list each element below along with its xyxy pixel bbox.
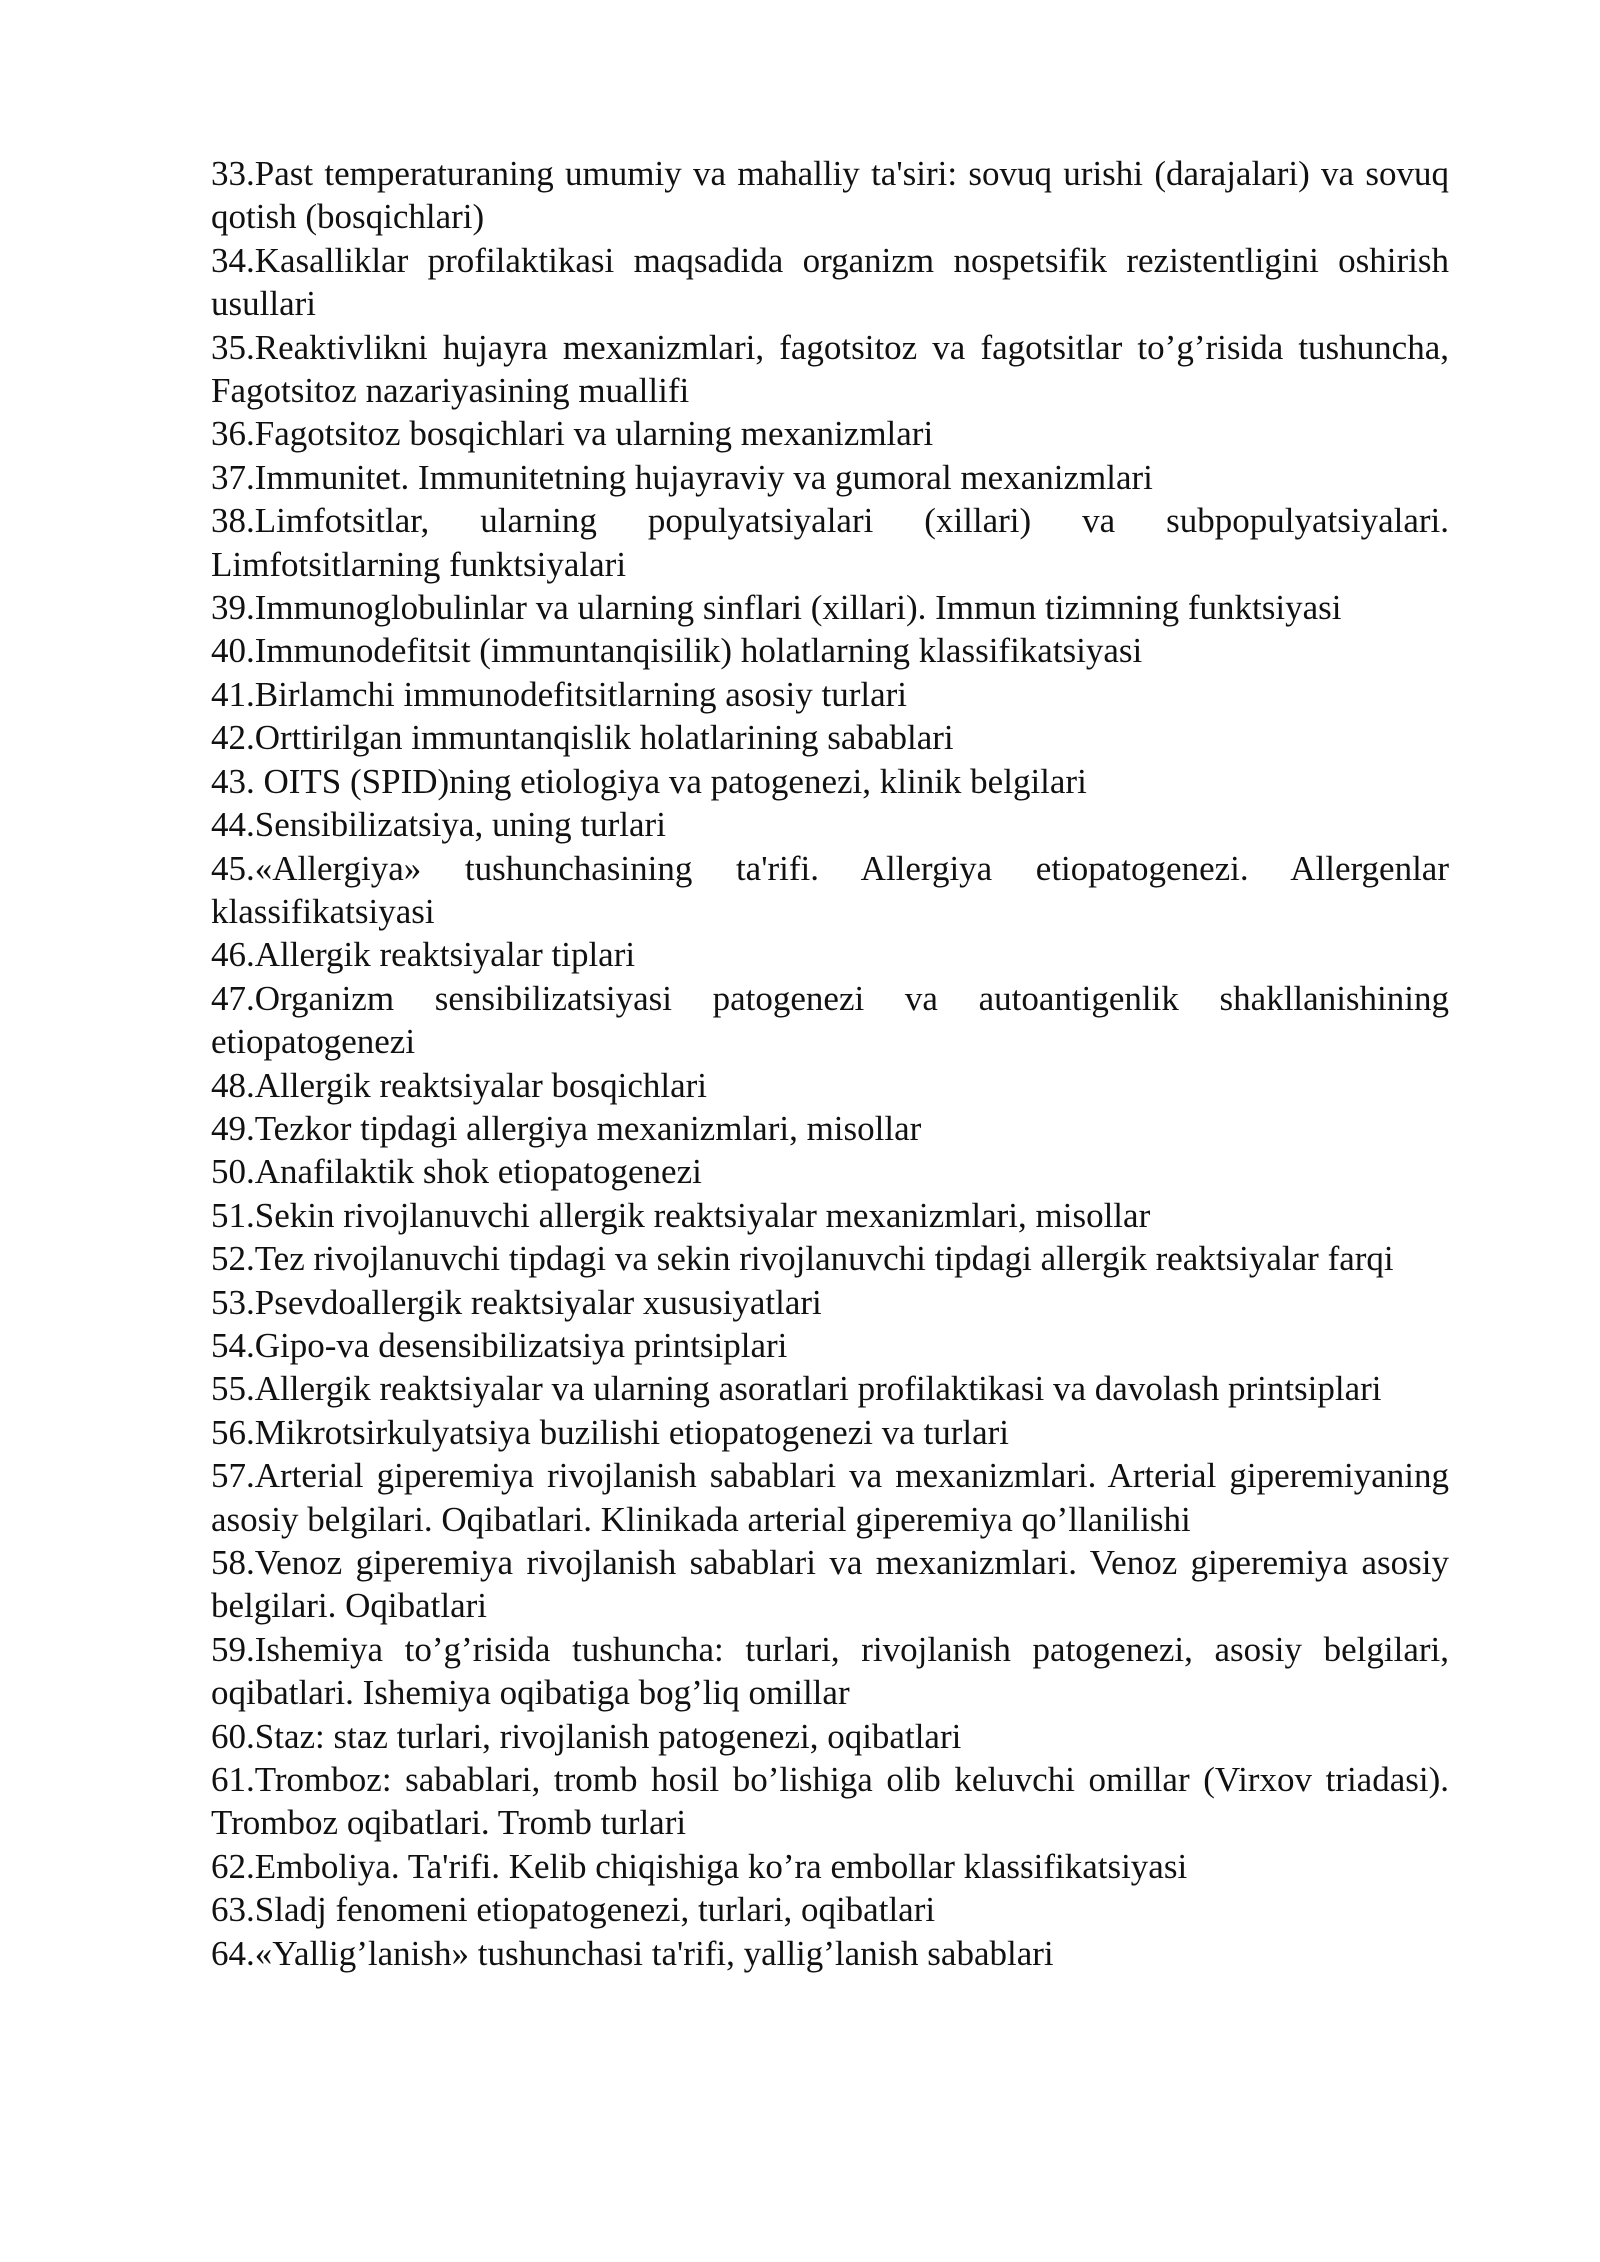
list-item: 51.Sekin rivojlanuvchi allergik reaktsiyalar mexanizmlari, misollar (211, 1195, 1151, 1235)
list-item: 64.«Yallig’lanish» tushunchasi ta'rifi, yallig’lanish sabablari (211, 1933, 1054, 1973)
list-item: 44.Sensibilizatsiya, uning turlari (211, 805, 666, 845)
list-item: 62.Emboliya. Ta'rifi. Kelib chiqishiga ko’ra embollar klassifikatsiyasi (211, 1846, 1188, 1886)
list-item: 47.Organizm sensibilizatsiyasi patogenezi va autoantigenlik shakllanishining etiopatogenezi (211, 978, 1449, 1062)
list-item: 46.Allergik reaktsiyalar tiplari (211, 935, 636, 975)
list-item: 55.Allergik reaktsiyalar va ularning asoratlari profilaktikasi va davolash printsiplari (211, 1369, 1382, 1409)
list-item: 56.Mikrotsirkulyatsiya buzilishi etiopatogenezi va turlari (211, 1412, 1010, 1452)
list-item: 42.Orttirilgan immuntanqislik holatlarining sabablari (211, 718, 954, 758)
list-item: 60.Staz: staz turlari, rivojlanish patogenezi, oqibatlari (211, 1716, 962, 1756)
list-item: 43. OITS (SPID)ning etiologiya va patogenezi, klinik belgilari (211, 761, 1087, 801)
list-item: 48.Allergik reaktsiyalar bosqichlari (211, 1065, 708, 1105)
list-item: 41.Birlamchi immunodefitsitlarning asosiy turlari (211, 674, 908, 714)
list-item: 58.Venoz giperemiya rivojlanish sabablari va mexanizmlari. Venoz giperemiya asosiy belgilari. Oqibatlari (211, 1543, 1449, 1626)
document-page (211, 152, 1449, 1975)
list-item: 38.Limfotsitlar, ularning populyatsiyalari (xillari) va subpopulyatsiyalari. Limfotsitlarning funktsiyalari (211, 501, 1449, 584)
list-item: 63.Sladj fenomeni etiopatogenezi, turlari, oqibatlari (211, 1890, 936, 1930)
question-list (211, 152, 1449, 1975)
list-item: 49.Tezkor tipdagi allergiya mexanizmlari, misollar (211, 1108, 922, 1148)
list-item: 50.Anafilaktik shok etiopatogenezi (211, 1152, 702, 1192)
list-item: 61.Tromboz: sabablari, tromb hosil bo’lishiga olib keluvchi omillar (Virxov triadasi). Tromboz oqibatlari. Tromb turlari (211, 1760, 1449, 1843)
list-item: 35.Reaktivlikni hujayra mexanizmlari, fagotsitoz va fagotsitlar to’g’risida tushuncha, Fagotsitoz nazariyasining muallifi (211, 327, 1449, 411)
list-item: 36.Fagotsitoz bosqichlari va ularning mexanizmlari (211, 414, 934, 454)
list-item: 37.Immunitet. Immunitetning hujayraviy va gumoral mexanizmlari (211, 457, 1153, 497)
list-item: 39.Immunoglobulinlar va ularning sinflari (xillari). Immun tizimning funktsiyasi (211, 588, 1342, 628)
list-item: 57.Arterial giperemiya rivojlanish sabablari va mexanizmlari. Arterial giperemiyaning asosiy belgilari. Oqibatlari. Klinikada arterial giperemiya qo’llanilishi (211, 1456, 1449, 1539)
list-item: 53.Psevdoallergik reaktsiyalar xususiyatlari (211, 1282, 822, 1322)
list-item: 33.Past temperaturaning umumiy va mahalliy ta'siri: sovuq urishi (darajalari) va sovuq qotish (bosqichlari) (211, 154, 1449, 237)
list-item: 54.Gipo-va desensibilizatsiya printsiplari (211, 1325, 788, 1365)
list-item: 59.Ishemiya to’g’risida tushuncha: turlari, rivojlanish patogenezi, asosiy belgilari, oqibatlari. Ishemiya oqibatiga bog’liq omillar (211, 1629, 1449, 1713)
list-item: 34.Kasalliklar profilaktikasi maqsadida organizm nospetsifik rezistentligini oshirish usullari (211, 240, 1449, 324)
list-item: 45.«Allergiya» tushunchasining ta'rifi. Allergiya etiopatogenezi. Allergenlar klassifikatsiyasi (211, 848, 1449, 931)
list-item: 40.Immunodefitsit (immuntanqisilik) holatlarning klassifikatsiyasi (211, 631, 1143, 671)
list-item: 52.Tez rivojlanuvchi tipdagi va sekin rivojlanuvchi tipdagi allergik reaktsiyalar farqi (211, 1239, 1394, 1279)
